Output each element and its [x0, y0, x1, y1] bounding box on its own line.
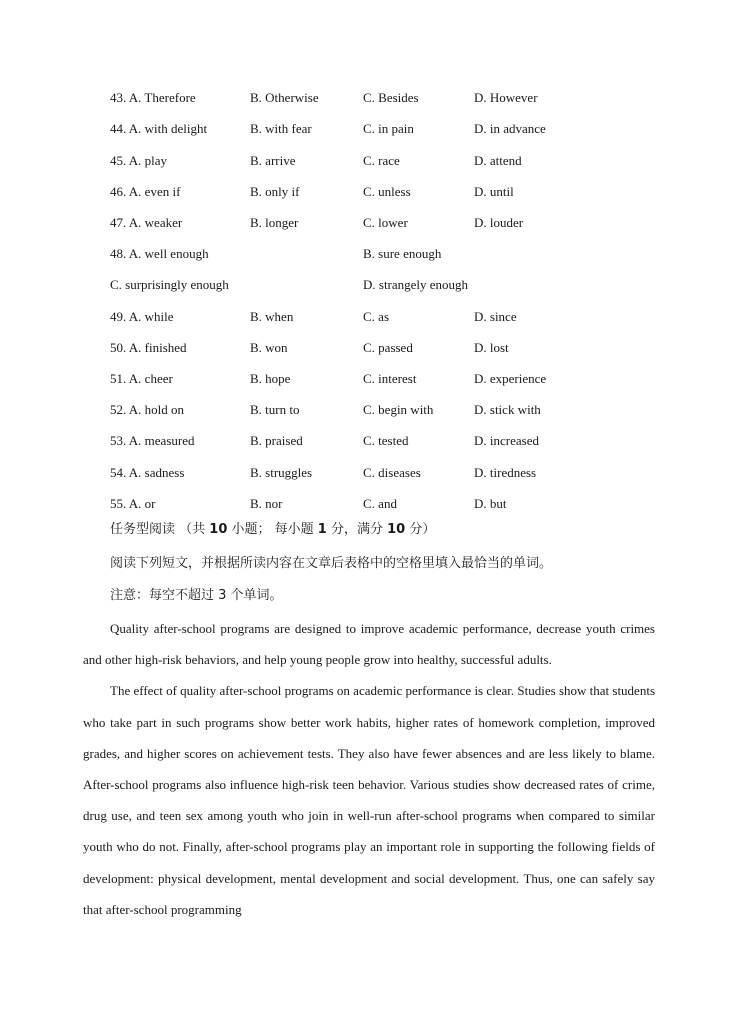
option-d: D. until — [474, 184, 514, 199]
option-c: C. interest — [363, 371, 417, 386]
option-a: 44. A. with delight — [110, 121, 208, 136]
option-b: B. arrive — [250, 153, 296, 168]
option-c: C. passed — [363, 340, 413, 355]
passage-paragraph-2: The effect of quality after-school programs on academic performance is clear. Studies show that students who take part in such programs show better work habits, higher rates of homework completion, improved grades, and higher scores on achievement tests. They also have fewer absences and are less likely to blame. After-school programs also influence high-risk teen behavior. Various studies show decreased rates of crime, drug use, and teen sex among youth who join in well-run after-school programs when compared to similar youth who do not. Finally, after-school programs play an important role in supporting the following fields of development: physical development, mental development and social development. Thus, one can safely say that after-school programming — [83, 683, 655, 917]
section-title-mid2: 分，满分 — [330, 522, 383, 537]
option-a: 43. A. Therefore — [110, 90, 196, 105]
option-b: B. Otherwise — [250, 90, 319, 105]
option-d: D. in advance — [474, 121, 546, 136]
option-a: 45. A. play — [110, 153, 168, 168]
option-b: B. only if — [250, 184, 300, 199]
instruction-text: 阅读下列短文，并根据所读内容在文章后表格中的空格里填入最恰当的单词。 — [110, 556, 553, 571]
option-a: 55. A. or — [110, 496, 156, 511]
points-per-question: 1 — [317, 522, 327, 537]
option-d: D. stick with — [474, 402, 541, 417]
total-points: 10 — [387, 522, 406, 537]
option-c: C. race — [363, 153, 400, 168]
option-b: B. praised — [250, 433, 303, 448]
option-c: C. diseases — [363, 465, 421, 480]
option-b: B. nor — [250, 496, 283, 511]
option-a: 53. A. measured — [110, 433, 195, 448]
option-c: C. surprisingly enough — [110, 277, 229, 292]
question-count: 10 — [209, 522, 228, 537]
option-c: C. begin with — [363, 402, 434, 417]
option-a: 54. A. sadness — [110, 465, 185, 480]
option-c: C. Besides — [363, 90, 419, 105]
reading-passage — [83, 613, 655, 925]
option-d: D. strangely enough — [363, 277, 469, 292]
option-d: D. but — [474, 496, 507, 511]
option-c: C. unless — [363, 184, 411, 199]
option-d: D. experience — [474, 371, 547, 386]
option-d: D. lost — [474, 340, 509, 355]
option-c: C. as — [363, 309, 389, 324]
option-c: C. tested — [363, 433, 409, 448]
option-d: D. louder — [474, 215, 524, 230]
option-b: B. hope — [250, 371, 291, 386]
option-a: 46. A. even if — [110, 184, 181, 199]
section-title — [110, 520, 435, 540]
option-d: D. attend — [474, 153, 522, 168]
option-b: B. turn to — [250, 402, 300, 417]
section-title-prefix: 任务型阅读 （共 — [110, 522, 206, 537]
note-text: 注意：每空不超过 3 个单词。 — [110, 588, 283, 603]
option-d: D. However — [474, 90, 538, 105]
option-d: D. since — [474, 309, 517, 324]
option-a: 49. A. while — [110, 309, 174, 324]
option-d: D. increased — [474, 433, 539, 448]
option-b: B. longer — [250, 215, 299, 230]
option-a: 48. A. well enough — [110, 246, 209, 261]
option-b: B. won — [250, 340, 288, 355]
option-c: C. in pain — [363, 121, 414, 136]
option-a: 52. A. hold on — [110, 402, 185, 417]
option-c: C. lower — [363, 215, 408, 230]
option-a: 51. A. cheer — [110, 371, 173, 386]
option-a: 50. A. finished — [110, 340, 187, 355]
option-b: B. sure enough — [363, 246, 442, 261]
option-b: B. when — [250, 309, 294, 324]
section-title-suffix: 分） — [409, 522, 436, 537]
option-c: C. and — [363, 496, 397, 511]
option-b: B. struggles — [250, 465, 313, 480]
section-title-mid: 小题； 每小题 — [231, 522, 314, 537]
option-b: B. with fear — [250, 121, 312, 136]
passage-paragraph-1: Quality after-school programs are designed to improve academic performance, decrease youth crimes and other high-risk behaviors, and help young people grow into healthy, successful adults. — [83, 621, 655, 668]
option-d: D. tiredness — [474, 465, 537, 480]
option-a: 47. A. weaker — [110, 215, 183, 230]
